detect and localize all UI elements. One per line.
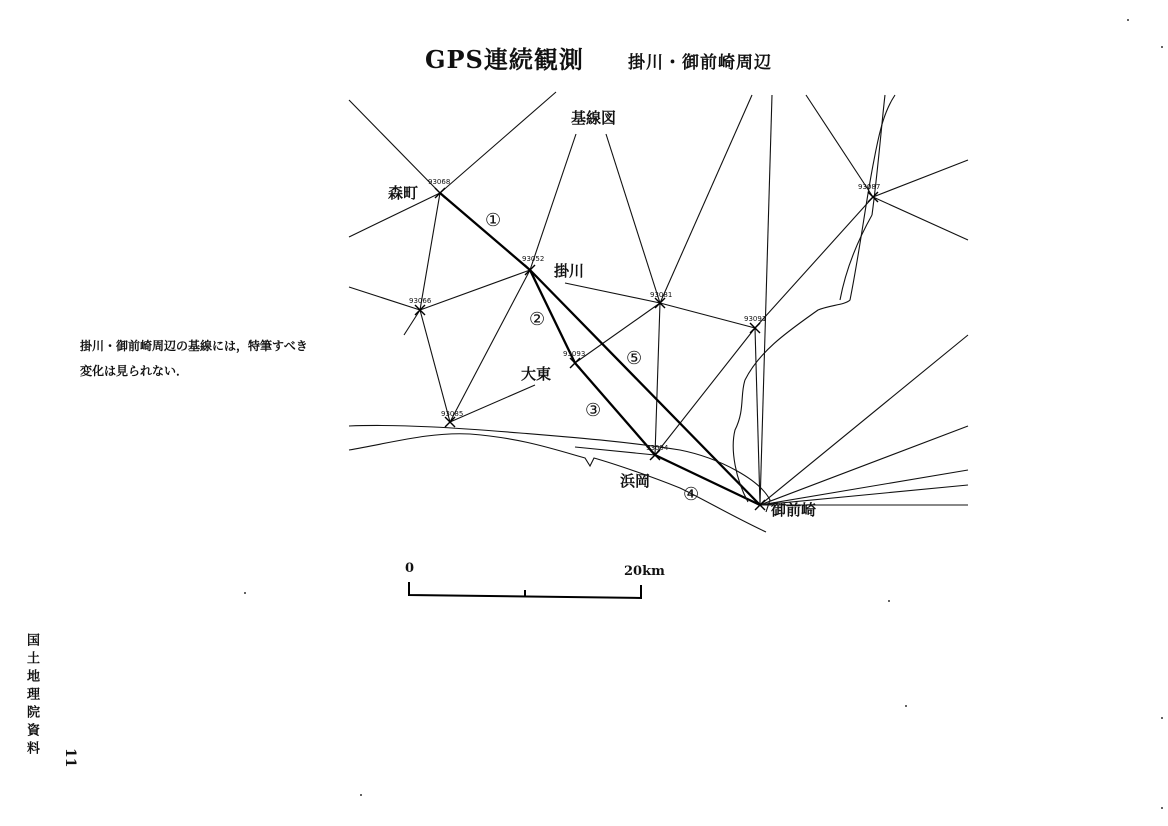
network-line bbox=[760, 335, 968, 505]
place-osuka: 大東 bbox=[521, 365, 552, 383]
place-omaezaki: 御前崎 bbox=[771, 501, 817, 519]
network-line bbox=[349, 100, 440, 193]
network-line bbox=[755, 197, 873, 328]
page-number: 11 bbox=[62, 748, 78, 768]
station-code: 93091 bbox=[744, 315, 767, 323]
station-code: 93068 bbox=[428, 178, 451, 186]
network-line bbox=[660, 95, 752, 303]
station-marker bbox=[435, 188, 445, 198]
station-marker bbox=[570, 358, 580, 368]
station-code: 93052 bbox=[522, 255, 545, 263]
network-line bbox=[450, 270, 530, 422]
station-code: 93094 bbox=[646, 444, 669, 452]
baseline-4-line bbox=[655, 455, 760, 505]
network-line bbox=[873, 197, 968, 240]
station-code: 93093 bbox=[563, 350, 586, 358]
network-line bbox=[655, 328, 755, 455]
station-code: 93085 bbox=[441, 410, 464, 418]
note-line-1: 掛川・御前崎周辺の基線には，特筆すべき bbox=[80, 339, 308, 353]
map-label: 基線図 bbox=[571, 109, 617, 127]
network-line bbox=[873, 160, 968, 197]
network-line bbox=[565, 283, 660, 303]
baseline-2-label: ② bbox=[529, 309, 546, 330]
network-line bbox=[404, 310, 420, 335]
baseline-4-label: ④ bbox=[683, 484, 700, 505]
station-code: 93087 bbox=[858, 183, 881, 191]
network-line bbox=[440, 92, 556, 193]
station-code: 93081 bbox=[650, 291, 673, 299]
network-line bbox=[606, 134, 660, 303]
network-line bbox=[655, 303, 660, 455]
network-line bbox=[806, 95, 873, 197]
network-line bbox=[420, 270, 530, 310]
scale-zero-label: 0 bbox=[405, 561, 415, 576]
network-line bbox=[575, 303, 660, 363]
place-kakegawa: 掛川 bbox=[554, 262, 585, 280]
baseline-1-line bbox=[440, 193, 530, 270]
baseline-1-label: ① bbox=[485, 210, 502, 231]
baseline-5-label: ⑤ bbox=[626, 348, 643, 369]
network-line bbox=[760, 426, 968, 505]
map-subtitle: 掛川・御前崎周辺 bbox=[628, 53, 772, 73]
place-morimachi: 森町 bbox=[388, 184, 419, 202]
network-line bbox=[760, 95, 772, 505]
place-hamaoka: 浜岡 bbox=[620, 472, 651, 490]
note-line-2: 変化は見られない． bbox=[80, 364, 189, 378]
scale-distance-label: 20km bbox=[624, 564, 665, 579]
station-marker bbox=[525, 265, 535, 275]
source-label: 国土地理院資料 bbox=[24, 633, 39, 759]
network-line bbox=[530, 134, 576, 270]
station-marker bbox=[868, 192, 878, 202]
baseline-3-label: ③ bbox=[585, 400, 602, 421]
network-line bbox=[420, 193, 440, 310]
network-line bbox=[420, 310, 450, 422]
station-code: 93066 bbox=[409, 297, 432, 305]
network-line bbox=[660, 303, 755, 328]
scale-bar bbox=[409, 582, 641, 598]
station-marker bbox=[415, 305, 425, 315]
network-line bbox=[575, 447, 655, 455]
map-title: GPS連続観測 bbox=[425, 45, 584, 74]
network-line bbox=[755, 328, 760, 505]
station-marker bbox=[445, 417, 455, 427]
boundary bbox=[733, 95, 895, 502]
